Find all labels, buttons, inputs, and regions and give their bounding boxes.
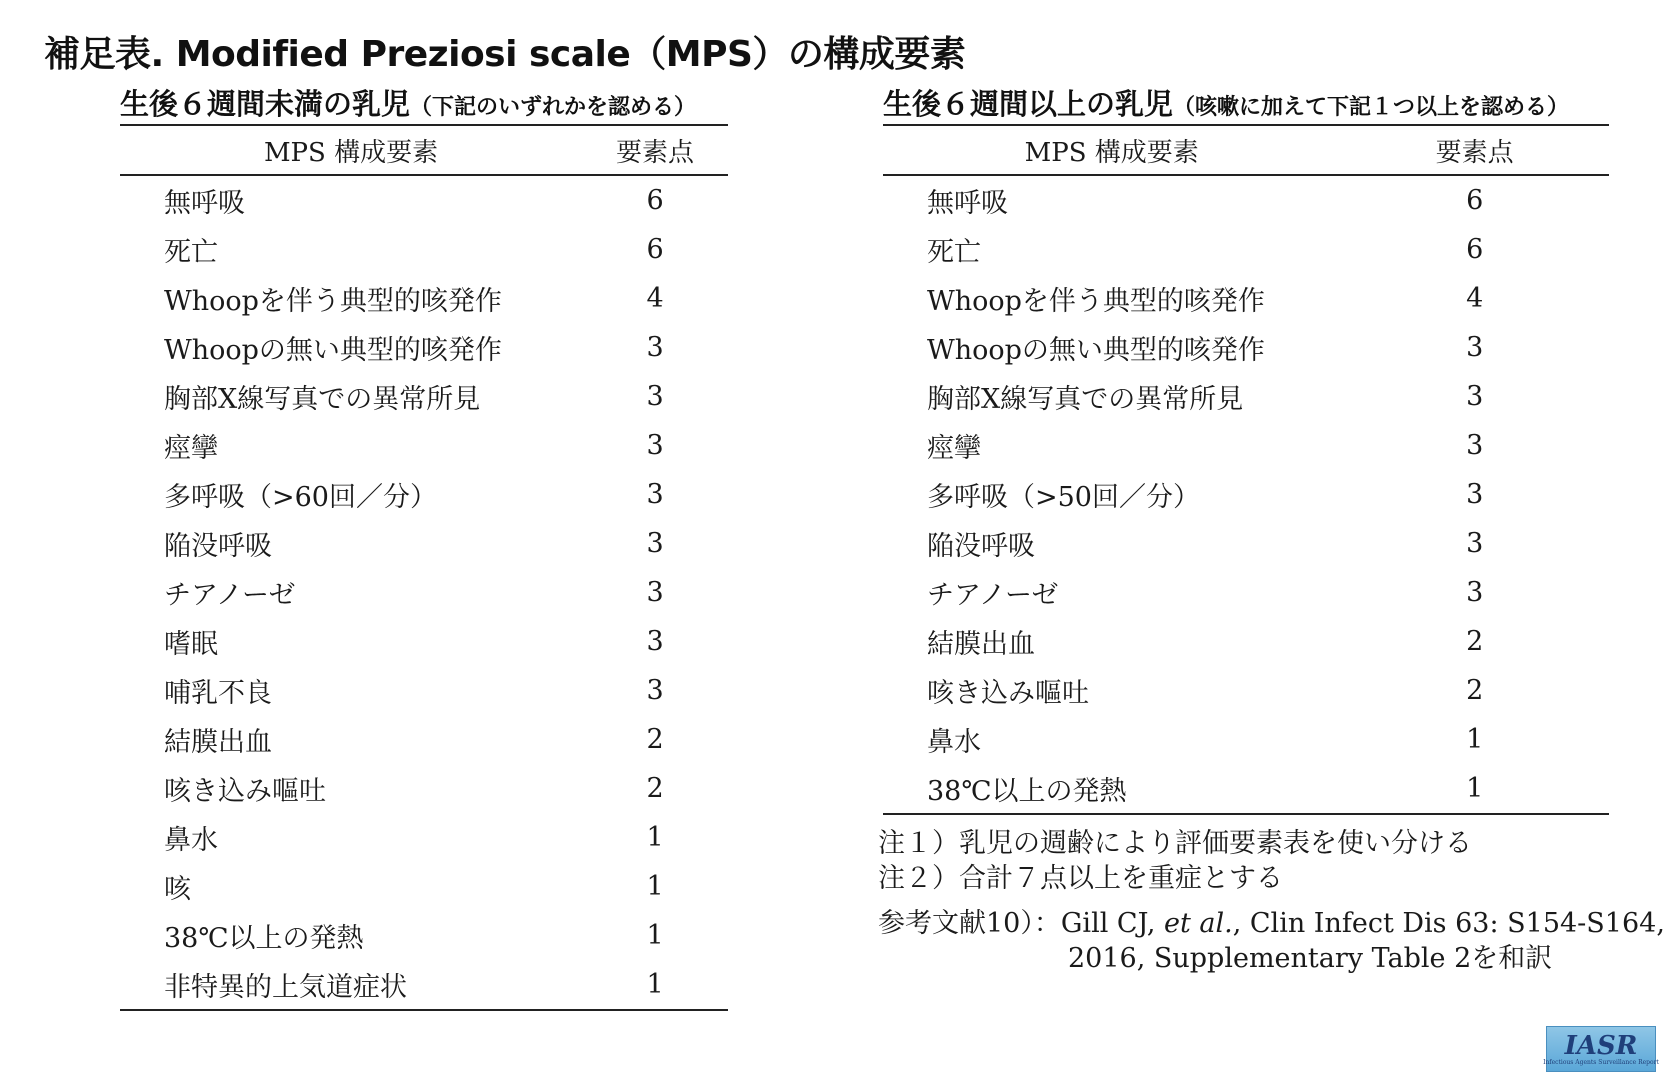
table-row — [883, 764, 1609, 814]
table-header-row — [120, 125, 728, 175]
under6-table-body — [120, 175, 728, 1010]
component-cell: 痙攣 — [164, 433, 218, 464]
points-cell: 1 — [646, 871, 664, 902]
points-cell: 6 — [1466, 234, 1484, 265]
table-row — [120, 666, 728, 715]
reference — [878, 906, 1665, 976]
over6-heading-label: 生後６週間以上の乳児 — [883, 87, 1174, 121]
table-row — [883, 666, 1609, 715]
points-cell: 3 — [1466, 528, 1484, 559]
component-cell: チアノーゼ — [927, 580, 1059, 611]
reference-label: 参考文献10）： — [878, 908, 1061, 939]
logo-text: IASR — [1564, 1030, 1638, 1061]
component-column-header: MPS 構成要素 — [883, 125, 1340, 175]
table-header-row — [883, 125, 1609, 175]
table-row — [120, 568, 728, 617]
component-cell: 鼻水 — [164, 825, 218, 856]
component-cell: 鼻水 — [927, 727, 981, 758]
component-cell: Whoopを伴う典型的咳発作 — [164, 286, 502, 317]
points-cell: 1 — [582, 960, 728, 1010]
under6-heading-label: 生後６週間未満の乳児 — [120, 87, 411, 121]
over6-heading-note: （咳嗽に加えて下記１つ以上を認める） — [1173, 95, 1570, 120]
points-cell: 6 — [1466, 185, 1484, 216]
reference-rest: , Clin Infect Dis 63: S154-S164, — [1232, 908, 1665, 939]
under6-table — [120, 124, 728, 1011]
reference-etal: et al. — [1164, 908, 1233, 939]
page-title: 補足表. Modified Preziosi scale（MPS）の構成要素 — [44, 34, 966, 75]
component-cell: 多呼吸（>50回／分） — [927, 482, 1200, 513]
points-cell: 3 — [646, 332, 664, 363]
table-row — [120, 519, 728, 568]
over6-heading — [883, 82, 1609, 124]
table-row — [120, 421, 728, 470]
component-cell: 結膜出血 — [164, 727, 272, 758]
component-cell: 嗜眠 — [164, 629, 218, 660]
under6-heading-note: （下記のいずれかを認める） — [410, 95, 697, 120]
component-cell: 死亡 — [927, 237, 981, 268]
table-row — [883, 715, 1609, 764]
component-cell: チアノーゼ — [164, 580, 296, 611]
component-cell: 咳き込み嘔吐 — [164, 776, 326, 807]
points-cell: 2 — [646, 773, 664, 804]
points-cell: 3 — [646, 381, 664, 412]
points-cell: 3 — [1466, 577, 1484, 608]
table-row — [120, 225, 728, 274]
component-cell: 胸部X線写真での異常所見 — [164, 384, 481, 415]
table-row — [120, 960, 728, 1010]
over6-section — [883, 82, 1609, 815]
table-row — [883, 519, 1609, 568]
points-cell: 3 — [1466, 332, 1484, 363]
component-cell: Whoopを伴う典型的咳発作 — [927, 286, 1265, 317]
component-cell: 38℃以上の発熱 — [883, 764, 1340, 814]
component-cell: 咳 — [164, 874, 191, 905]
under6-heading — [120, 82, 728, 124]
points-cell: 1 — [646, 920, 664, 951]
component-cell: 死亡 — [164, 237, 218, 268]
points-cell: 3 — [646, 675, 664, 706]
points-cell: 3 — [646, 577, 664, 608]
table-row — [120, 862, 728, 911]
component-cell: Whoopの無い典型的咳発作 — [164, 335, 502, 366]
table-row — [120, 323, 728, 372]
component-cell: 無呼吸 — [164, 188, 245, 219]
over6-table — [883, 124, 1609, 815]
points-cell: 1 — [646, 822, 664, 853]
points-cell: 1 — [1340, 764, 1609, 814]
note-1: 注１）乳児の週齢により評価要素表を使い分ける — [878, 828, 1472, 859]
component-cell: 哺乳不良 — [164, 678, 272, 709]
table-row — [120, 715, 728, 764]
points-cell: 3 — [646, 626, 664, 657]
notes — [878, 826, 1472, 896]
points-cell: 2 — [1466, 626, 1484, 657]
component-cell: 無呼吸 — [927, 188, 1008, 219]
points-column-header: 要素点 — [582, 125, 728, 175]
component-cell: 多呼吸（>60回／分） — [164, 482, 437, 513]
table-row — [883, 225, 1609, 274]
component-cell: Whoopの無い典型的咳発作 — [927, 335, 1265, 366]
under6-section — [120, 82, 728, 1011]
table-row — [120, 175, 728, 225]
table-row — [120, 274, 728, 323]
table-row — [883, 617, 1609, 666]
table-row — [120, 372, 728, 421]
table-row — [120, 764, 728, 813]
table-row — [120, 813, 728, 862]
points-cell: 3 — [646, 479, 664, 510]
component-cell: 陥没呼吸 — [927, 531, 1035, 562]
table-row — [120, 470, 728, 519]
component-cell: 非特異的上気道症状 — [120, 960, 582, 1010]
points-cell: 3 — [646, 430, 664, 461]
table-row — [883, 175, 1609, 225]
reference-authors: Gill CJ, — [1060, 908, 1156, 939]
table-row — [883, 470, 1609, 519]
points-cell: 3 — [1466, 430, 1484, 461]
component-cell: 咳き込み嘔吐 — [927, 678, 1089, 709]
points-cell: 1 — [1466, 724, 1484, 755]
component-column-header: MPS 構成要素 — [120, 125, 582, 175]
table-row — [883, 323, 1609, 372]
reference-line2: 2016, Supplementary Table 2を和訳 — [1068, 943, 1553, 974]
table-row — [883, 421, 1609, 470]
points-column-header: 要素点 — [1340, 125, 1609, 175]
iasr-logo — [1543, 1026, 1659, 1072]
component-cell: 痙攣 — [927, 433, 981, 464]
points-cell: 6 — [646, 185, 664, 216]
table-row — [120, 617, 728, 666]
logo-subtitle: Infectious Agents Surveillance Report — [1543, 1058, 1659, 1066]
component-cell: 38℃以上の発熱 — [164, 923, 364, 954]
points-cell: 3 — [646, 528, 664, 559]
points-cell: 3 — [1466, 381, 1484, 412]
points-cell: 4 — [1466, 283, 1484, 314]
table-row — [883, 274, 1609, 323]
component-cell: 胸部X線写真での異常所見 — [927, 384, 1244, 415]
points-cell: 2 — [646, 724, 664, 755]
points-cell: 4 — [646, 283, 664, 314]
points-cell: 2 — [1466, 675, 1484, 706]
component-cell: 結膜出血 — [927, 629, 1035, 660]
table-row — [883, 372, 1609, 421]
note-2: 注２）合計７点以上を重症とする — [878, 863, 1283, 894]
points-cell: 3 — [1466, 479, 1484, 510]
table-row — [120, 911, 728, 960]
table-row — [883, 568, 1609, 617]
points-cell: 6 — [646, 234, 664, 265]
component-cell: 陥没呼吸 — [164, 531, 272, 562]
over6-table-body — [883, 175, 1609, 814]
